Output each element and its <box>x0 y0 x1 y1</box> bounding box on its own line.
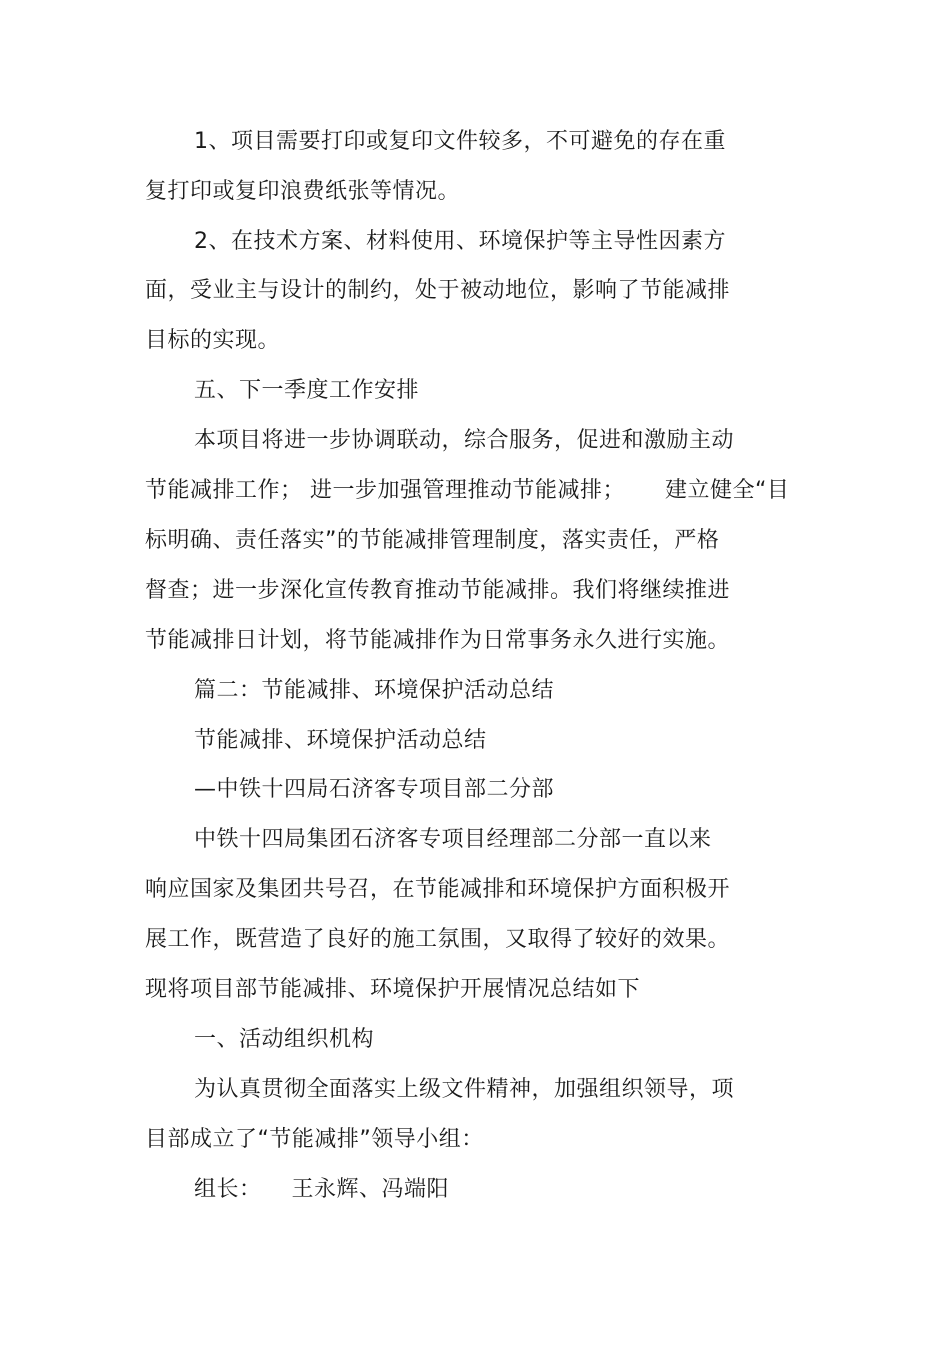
paragraph-line: 节能减排日计划，将节能减排作为日常事务永久进行实施。 <box>145 628 731 653</box>
leader-label: 组长： <box>194 1177 262 1202</box>
leader-names: 王永辉、冯端阳 <box>291 1177 450 1202</box>
paragraph-line: 响应国家及集团共号召，在节能减排和环境保护方面积极开 <box>145 877 731 902</box>
paragraph-segment: 节能减排工作； 进一步加强管理推动节能减排； <box>145 478 625 503</box>
article-title: 节能减排、环境保护活动总结 <box>194 728 487 753</box>
paragraph-line: 面，受业主与设计的制约，处于被动地位，影响了节能减排 <box>145 278 731 303</box>
paragraph-line: 复打印或复印浪费纸张等情况。 <box>145 179 461 204</box>
paragraph-line: 为认真贯彻全面落实上级文件精神，加强组织领导，项 <box>194 1077 735 1102</box>
paragraph-line <box>145 476 789 506</box>
chapter-title: 篇二：节能减排、环境保护活动总结 <box>194 678 555 703</box>
paragraph-line: 中铁十四局集团石济客专项目经理部二分部一直以来 <box>194 827 712 852</box>
paragraph-line: 2、在技术方案、材料使用、环境保护等主导性因素方 <box>194 229 726 254</box>
paragraph-line: 1、项目需要打印或复印文件较多，不可避免的存在重 <box>194 129 726 154</box>
paragraph-line: 展工作，既营造了良好的施工氛围，又取得了较好的效果。 <box>145 927 731 952</box>
article-subtitle: —中铁十四局石济客专项目部二分部 <box>194 777 555 802</box>
paragraph-segment: 建立健全“目 <box>665 478 790 503</box>
paragraph-line: 目部成立了“节能减排”领导小组： <box>145 1127 484 1152</box>
paragraph-line: 目标的实现。 <box>145 328 281 353</box>
paragraph-line: 现将项目部节能减排、环境保护开展情况总结如下 <box>145 977 641 1002</box>
paragraph-line: 标明确、责任落实”的节能减排管理制度，落实责任，严格 <box>145 528 720 553</box>
paragraph-line: 督查；进一步深化宣传教育推动节能减排。我们将继续推进 <box>145 578 731 603</box>
leader-line <box>194 1175 449 1205</box>
paragraph-line: 本项目将进一步协调联动，综合服务，促进和激励主动 <box>194 428 735 453</box>
section-heading: 五、下一季度工作安排 <box>194 378 420 403</box>
section-heading: 一、活动组织机构 <box>194 1027 375 1052</box>
